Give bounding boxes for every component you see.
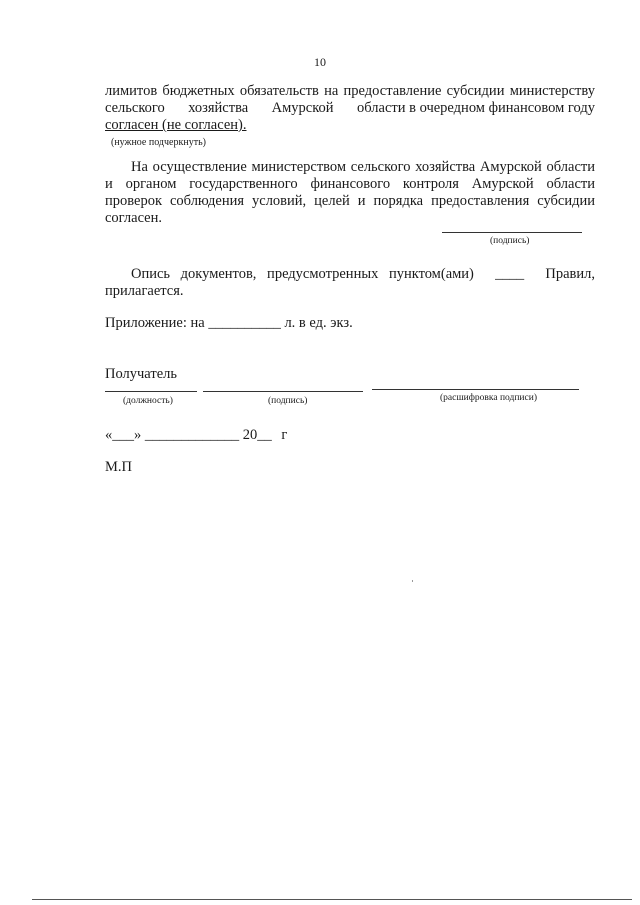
signature-decoding-line (372, 389, 579, 390)
open-quote: « (105, 427, 113, 443)
month-blank: _____________ (144, 427, 240, 443)
position-line (105, 391, 197, 392)
paragraph-1-line-1: лимитов бюджетных обязательств на предоставление субсидии министерству (105, 83, 595, 99)
decoding-caption: (расшифровка подписи) (440, 393, 537, 403)
close-quote: » (134, 427, 142, 443)
scan-bottom-edge (32, 899, 632, 900)
paragraph-2-line-1: На осуществление министерством сельского хозяйства Амурской области (131, 159, 595, 175)
paragraph-3-line-1 (131, 265, 595, 283)
attachment-suffix: л. в ед. экз. (284, 315, 353, 331)
paragraph-2-line-2: и органом государственного финансового контроля Амурской области (105, 176, 595, 192)
rules-word: Правил, (545, 266, 595, 282)
sheets-count-blank: __________ (208, 315, 281, 331)
paragraph-2-line-3: проверок соблюдения условий, целей и порядка предоставления субсидии (105, 193, 595, 209)
word-selskogo: сельского (105, 100, 165, 116)
year-prefix: 20 (242, 427, 258, 443)
stamp-place-label: М.П (105, 459, 132, 475)
recipient-label: Получатель (105, 366, 177, 382)
signature-line (203, 391, 363, 392)
scan-speck (412, 580, 413, 582)
signature-caption: (подпись) (268, 396, 308, 406)
date-line (105, 426, 287, 444)
phrase-oblasti: области в очередном финансовом году (357, 100, 595, 116)
underline-note: (нужное подчеркнуть) (111, 137, 206, 148)
inventory-text: Опись документов, предусмотренных пунктом(ами) (131, 266, 474, 282)
signature-line-consent (442, 232, 582, 233)
signature-caption-consent: (подпись) (490, 236, 530, 246)
day-blank: ___ (112, 427, 134, 443)
paragraph-3-line-2: прилагается. (105, 283, 184, 299)
year-suffix: г (281, 427, 288, 443)
attachment-prefix: Приложение: на (105, 315, 205, 331)
word-khozyaystva: хозяйства (188, 100, 249, 116)
paragraph-1-line-2 (105, 99, 595, 117)
attachment-line (105, 314, 353, 332)
page-number: 10 (314, 55, 326, 69)
year-blank: __ (257, 427, 272, 443)
agreement-choice: согласен (не согласен). (105, 117, 247, 133)
position-caption: (должность) (123, 396, 173, 406)
word-amurskoy: Амурской (271, 100, 334, 116)
clause-number-blank: ____ (495, 266, 525, 282)
paragraph-2-line-4: согласен. (105, 210, 163, 226)
